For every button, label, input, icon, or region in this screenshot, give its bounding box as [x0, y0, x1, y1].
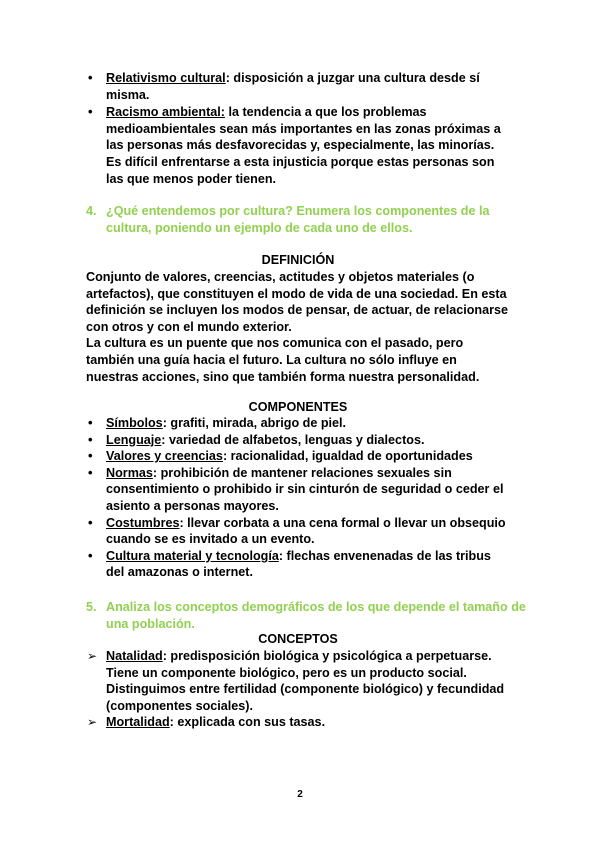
list-item — [86, 465, 510, 515]
definicion-section — [86, 269, 512, 385]
term-normas: Normas — [106, 465, 153, 480]
definicion-heading: DEFINICIÓN — [261, 253, 335, 267]
definicion-paragraph-1: Conjunto de valores, creencias, actitudes y objetos materiales (o artefactos), que constituyen el modo de vida de una sociedad. En esta definición se incluyen los modos de pensar, de actuar, de relacionarse con otros y con el mundo exterior. — [86, 270, 509, 334]
term-valores-creencias: Valores y creencias — [106, 449, 223, 464]
definicion-paragraph-2: La cultura es un puente que nos comunica con el pasado, pero también una guía hacia el futuro. La cultura no sólo influye en nuestras acciones, sino que también forma nuestra personalidad. — [86, 336, 480, 384]
list-item — [86, 714, 512, 731]
term-cultura-material: Cultura material y tecnología — [106, 548, 279, 563]
question-number: 4. — [86, 204, 97, 218]
top-bullet-list — [86, 70, 506, 187]
concept-text: : explicada con sus tasas. — [169, 715, 326, 730]
question-text: Analiza los conceptos demográficos de los que depende el tamaño de una población. — [106, 600, 526, 631]
term-relativismo-cultural: Relativismo cultural — [106, 71, 226, 85]
definition-text: la tendencia a que los problemas medioambientales sean más importantes en las zonas próximas a las personas más desfavorecidas y, especialmente, las minorías. Es difícil enfrentarse a esta injusticia porque estas personas son las que menos poder tienen. — [106, 105, 501, 186]
term-racismo-ambiental: Racismo ambiental: — [106, 105, 225, 120]
list-item — [86, 515, 510, 548]
component-text: : variedad de alfabetos, lenguas y dialectos. — [161, 432, 425, 447]
definition-text: : disposición a juzgar una cultura desde sí misma. — [106, 71, 480, 102]
page-number: 2 — [297, 789, 303, 800]
list-item — [86, 104, 506, 187]
term-lenguaje: Lenguaje — [106, 432, 162, 447]
question-4 — [86, 203, 530, 236]
list-item — [86, 648, 512, 714]
term-natalidad: Natalidad — [106, 649, 163, 663]
question-text: ¿Qué entendemos por cultura? Enumera los componentes de la cultura, poniendo un ejemplo de cada uno de ellos. — [106, 204, 490, 235]
list-item — [86, 548, 510, 581]
list-item — [86, 70, 506, 103]
conceptos-list — [86, 648, 512, 731]
term-simbolos: Símbolos — [106, 416, 163, 430]
term-mortalidad: Mortalidad — [106, 715, 170, 730]
list-item — [86, 432, 510, 449]
question-5 — [86, 599, 530, 632]
question-number: 5. — [86, 600, 97, 614]
componentes-list — [86, 415, 510, 581]
component-text: : racionalidad, igualdad de oportunidades — [222, 449, 473, 464]
list-item — [86, 415, 510, 432]
conceptos-heading: CONCEPTOS — [258, 632, 338, 646]
componentes-heading: COMPONENTES — [248, 400, 348, 414]
concept-text: : predisposición biológica y psicológica a perpetuarse. Tiene un componente biológico, pero es un producto social. Distinguimos entre fertilidad (componente biológico) y fecundidad (componentes sociales). — [106, 649, 505, 713]
term-costumbres: Costumbres — [106, 515, 180, 530]
list-item — [86, 448, 510, 465]
component-text: : prohibición de mantener relaciones sexuales sin consentimiento o prohibido ir sin cinturón de seguridad o ceder el asiento a personas mayores. — [106, 465, 504, 513]
component-text: : llevar corbata a una cena formal o llevar un obsequio cuando se es invitado a un evento. — [106, 515, 506, 547]
component-text: : grafiti, mirada, abrigo de piel. — [162, 416, 347, 430]
component-text: : flechas envenenadas de las tribus del amazonas o internet. — [106, 548, 491, 580]
